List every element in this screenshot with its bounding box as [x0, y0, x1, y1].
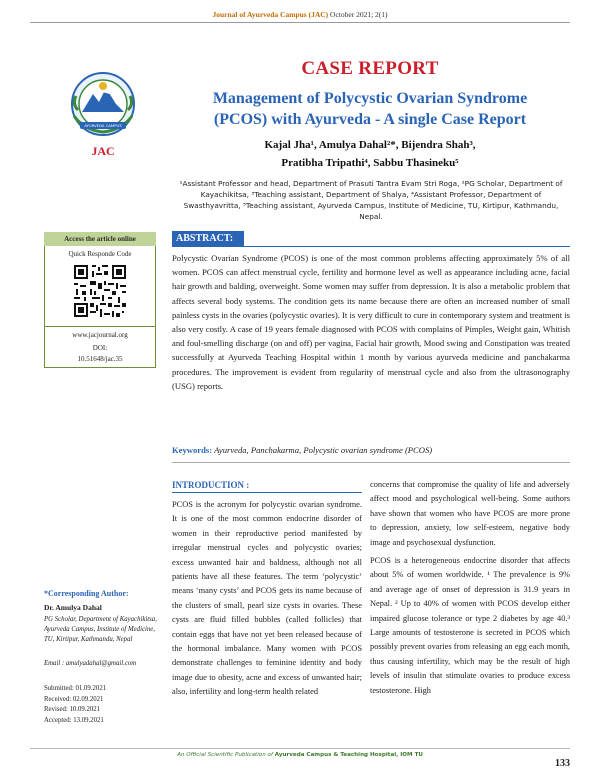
logo-seal-text: AYURVEDA CAMPUS: [84, 123, 122, 128]
doi-value[interactable]: 10.51648/jac.35: [77, 355, 123, 363]
article-title: [168, 88, 572, 130]
title-line-1: Management of Polycystic Ovarian Syndrome: [212, 90, 528, 107]
journal-website-link[interactable]: www.jacjournal.org: [72, 331, 128, 339]
date-submitted: Submitted: 01.09.2021: [44, 685, 107, 692]
keywords: [172, 444, 570, 457]
corresponding-author-heading: *Corresponding Author:: [44, 589, 129, 598]
intro-paragraph-1: PCOS is the acronym for polycystic ovarian syndrome. It is one of the most common endocrine disorder of women in their reproductive period manifested by irregular menstrual cycles and polycystic ovaries; excess unwanted hair and baldness, although not all patients have all these features. The term ‘polycystic’ means ‘many cysts’ and PCOS gets its name because of the clusters of small, pearl size cysts in ovaries. These cysts are fluid filled bubbles (called follicles) that contain eggs that have not yet been released because of the hormonal imbalance. Many women with PCOS demonstrate challenges to feminine identity and body image due to obesity, acne and excess of unwanted hair; also, infertility and long-term health related: [172, 500, 362, 697]
introduction-column-2: [370, 478, 570, 702]
introduction-heading: INTRODUCTION :: [172, 478, 362, 493]
article-dates: [44, 684, 164, 726]
access-box-divider: [44, 326, 156, 327]
authors-line-2: Pratibha Tripathi⁴, Sabbu Thasineku⁵: [281, 157, 459, 169]
jac-logo: [66, 66, 140, 166]
footer-publisher: [150, 752, 450, 758]
authors: [168, 136, 572, 172]
qr-code[interactable]: [72, 263, 128, 319]
authors-line-1: Kajal Jha¹, Amulya Dahal²*, Bijendra Shah³,: [264, 139, 476, 151]
corresponding-author-email[interactable]: Email : amulyadahal@gmail.com: [44, 660, 137, 667]
header-divider: [30, 22, 570, 23]
qr-code-label: Quick Responde Code: [68, 250, 132, 258]
page-number: 133: [555, 758, 570, 769]
abstract-body: Polycystic Ovarian Syndrome (PCOS) is one of the most common problems affecting approximately 5% of all women. PCOS can affect menstrual cycle, fertility and hormone level as well as appearance including acne, facial hair growth and balding, overweight. Some women may suffer from depression. It is also a metabolic problem that affects several body systems. The condition gets its name because there are often an increased number of small painless cysts in the ovaries (polycystic ovaries). It is very difficult to cure in contemporary system and treatment is also very costly. A case of 19 years female diagnosed with PCOS with complains of Pimples, Weight gain, Whitish and foul-smelling discharge (on and off) per vagina, Facial hair growth, Mood swing and Constipation was treated successfully at Ayurveda Teaching Hospital within 1 month by various ayurveda medicine and panchakarma procedures. The improvement is evident from regularity of menstrual cycle and also from the ultrasonography (USG) reports.: [172, 253, 570, 391]
date-revised: Revised: 10.09.2021: [44, 706, 101, 713]
abstract-heading: ABSTRACT:: [172, 231, 244, 247]
article-type: CASE REPORT: [301, 58, 439, 79]
logo-jac-text: JAC: [91, 144, 115, 158]
corresponding-author-name: Dr. Amulya Dahal: [44, 603, 102, 612]
journal-name: Journal of Ayurveda Campus (JAC): [212, 10, 329, 19]
qr-code-icon: [72, 263, 128, 319]
footer-rule: [30, 748, 570, 749]
keywords-label: Keywords:: [172, 445, 213, 455]
doi-label: DOI:: [92, 344, 108, 352]
corresponding-author-affiliation: PG Scholar, Department of Kayachikitsa, Ayurveda Campus, Institute of Medicine, TU, Kirtipur, Kathmandu, Nepal: [44, 616, 157, 643]
footer-org: Ayurveda Campus & Teaching Hospital, IOM TU: [274, 752, 423, 758]
journal-header: [0, 10, 600, 19]
introduction-column-1: [172, 498, 362, 700]
access-article-heading: Access the article online: [44, 232, 156, 246]
keywords-rule: [172, 462, 570, 463]
affiliations: ¹Assistant Professor and head, Department of Prasuti Tantra Evam Stri Roga, ²PG Scholar, Department of Kayachikitsa, ³Teaching assistant, Department of Shalya, ⁴Assistant Professor, Department of Swasthyavritta, ⁵Teaching assistant, Ayurveda Campus, Institute of Medicine, TU, Kirtipur, Kathmandu, Nepal.: [179, 179, 563, 221]
title-line-2: (PCOS) with Ayurveda - A single Case Report: [213, 111, 527, 128]
footer-prefix: An Official Scientific Publication of: [177, 752, 275, 758]
intro-paragraph-3: PCOS is a heterogeneous endocrine disorder that affects about 5% of women worldwide. ¹ The prevalence is 9% and average age of onset of depression is 31.9 years in Nepal. ² Up to 40% of women with PCOS develop either impaired glucose tolerance or type 2 diabetes by age 40.³ Large amounts of testosterone is secreted in PCOS which possibly prevent ovaries from releasing an egg each month, thus causing infertility, which may be the result of high levels of insulin that stimulate ovaries to produce excess testosterone. High: [370, 556, 570, 695]
keywords-value: Ayurveda, Panchakarma, Polycystic ovarian syndrome (PCOS): [212, 445, 433, 455]
date-received: Received: 02.09.2021: [44, 695, 104, 703]
intro-paragraph-2: concerns that compromise the quality of life and adversely affect mood and psychological well-being. Some authors have shown that women who have PCOS are more prone to depression, anxiety, low self-esteem, negative body image and psychosexual dysfunction.: [370, 480, 570, 547]
journal-issue: October 2021; 2(1): [328, 10, 388, 19]
abstract-rule: [244, 246, 570, 247]
date-accepted: Accepted: 13.09.2021: [44, 716, 104, 724]
